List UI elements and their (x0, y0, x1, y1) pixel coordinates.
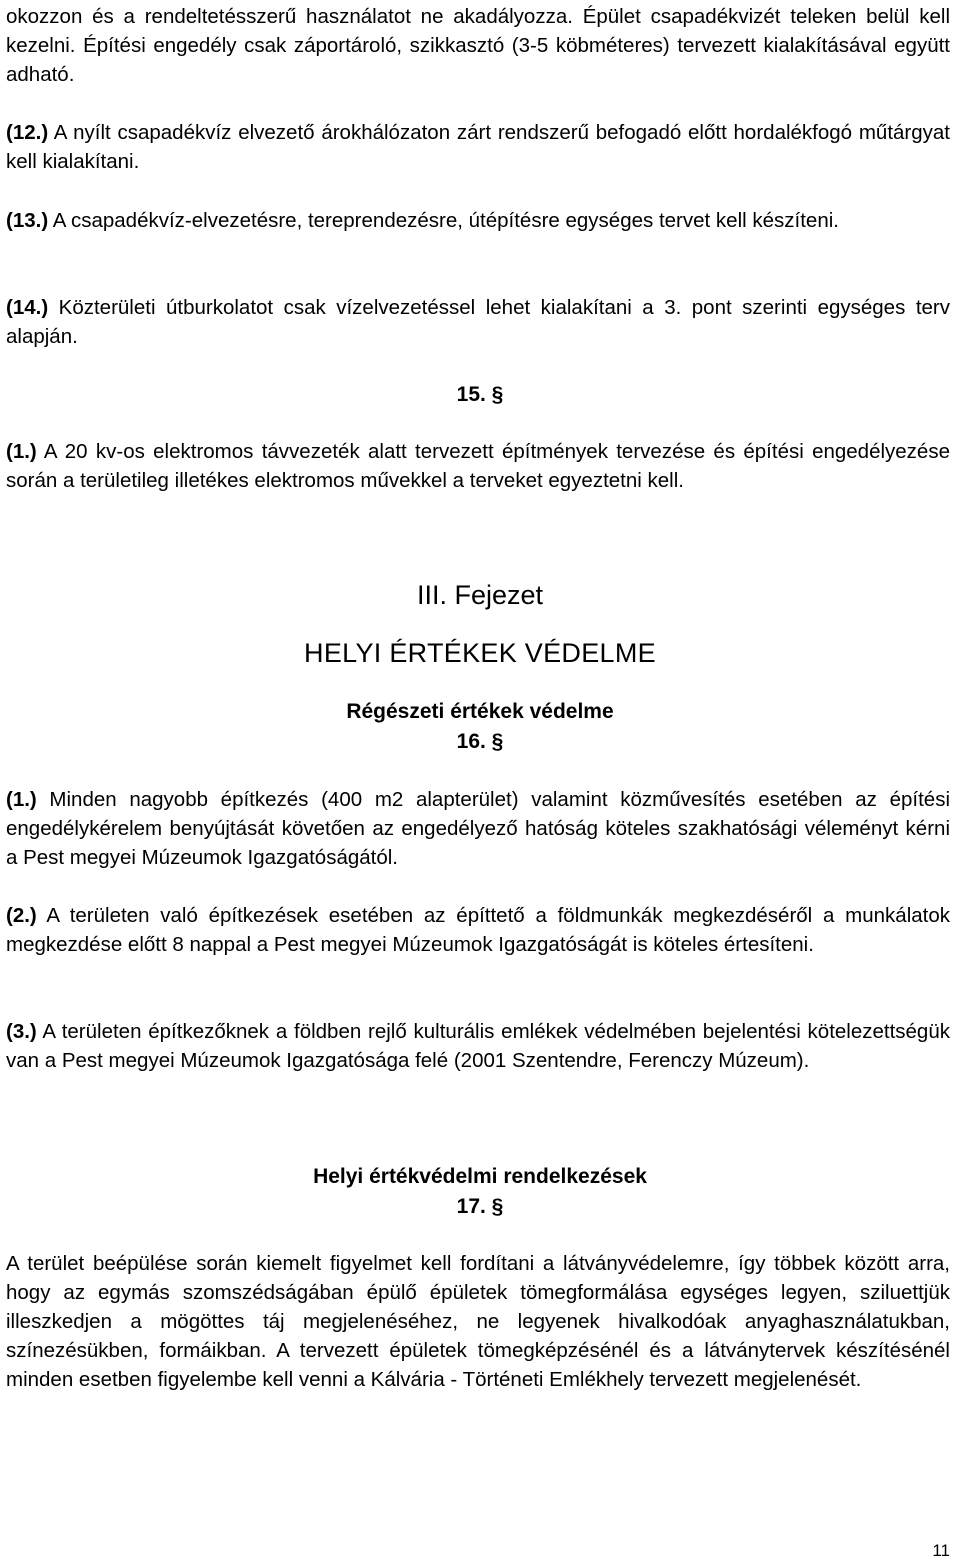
paragraph-number: (3.) (6, 1020, 37, 1043)
paragraph-number: (1.) (6, 440, 37, 463)
paragraph-number: (1.) (6, 788, 37, 811)
paragraph-number: (2.) (6, 904, 37, 927)
paragraph-16-1 (6, 785, 950, 872)
paragraph-text: A területen való építkezések esetében az építtető a földmunkák megkezdéséről a munkálatok megkezdése előtt 8 nappal a Pest megyei Múzeumok Igazgatóságát is köteles értesíteni. (6, 904, 950, 956)
chapter-title: HELYI ÉRTÉKEK VÉDELME (304, 638, 656, 668)
page-number: 11 (932, 1541, 950, 1560)
paragraph-17 (6, 1249, 950, 1394)
section-16-heading: 16. § (456, 730, 504, 753)
paragraph-13 (6, 206, 950, 235)
paragraph-number: (12.) (6, 121, 49, 144)
paragraph-15-1 (6, 437, 950, 495)
paragraph-16-3 (6, 1017, 950, 1075)
paragraph-14 (6, 293, 950, 351)
paragraph-text: A nyílt csapadékvíz elvezető árokhálózaton zárt rendszerű befogadó előtt hordalékfogó műtárgyat kell kialakítani. (6, 121, 950, 173)
paragraph-text: A terület beépülése során kiemelt figyelmet kell fordítani a látványvédelemre, így többek között arra, hogy az egymás szomszédságában épülő épületek tömegformálása egységes legyen, sziluettjük illeszkedjen a mögöttes táj megjelenéséhez, ne legyenek hivalkodóak anyaghasználatukban, színezésükben, formáikban. A tervezett épületek tömegképzésénél és a látványtervek készítésénél minden esetben figyelembe kell venni a Kálvária - Történeti Emlékhely tervezett megjelenését. (6, 1252, 950, 1391)
section-17-heading: 17. § (456, 1195, 504, 1218)
paragraph-text: Közterületi útburkolatot csak vízelvezetéssel lehet kialakítani a 3. pont szerinti egységes terv alapján. (6, 296, 950, 348)
paragraph-text: A területen építkezőknek a földben rejlő kulturális emlékek védelmében bejelentési kötelezettségük van a Pest megyei Múzeumok Igazgatósága felé (2001 Szentendre, Ferenczy Múzeum). (6, 1020, 950, 1072)
paragraph-number: (14.) (6, 296, 49, 319)
subtitle-local-values: Helyi értékvédelmi rendelkezések (313, 1165, 647, 1188)
paragraph-number: (13.) (6, 209, 49, 232)
paragraph-text: Minden nagyobb építkezés (400 m2 alapterület) valamint közművesítés esetében az építési engedélykérelem benyújtását követően az engedélyező hatóság köteles szakhatósági véleményt kérni a Pest megyei Múzeumok Igazgatóságától. (6, 788, 950, 869)
paragraph-text: okozzon és a rendeltetésszerű használatot ne akadályozza. Épület csapadékvizét teleken belül kell kezelni. Építési engedély csak záportároló, szikkasztó (3-5 köbméteres) tervezett kialakításával együtt adható. (6, 5, 950, 86)
paragraph-text: A csapadékvíz-elvezetésre, tereprendezésre, útépítésre egységes tervet kell készíteni. (48, 209, 839, 232)
paragraph-16-2 (6, 901, 950, 959)
section-15-heading: 15. § (456, 383, 504, 406)
chapter-heading: III. Fejezet (416, 580, 544, 610)
paragraph-12 (6, 118, 950, 176)
paragraph-continuation (6, 2, 950, 89)
paragraph-text: A 20 kv-os elektromos távvezeték alatt tervezett építmények tervezése és építési engedélyezése során a területileg illetékes elektromos művekkel a terveket egyeztetni kell. (6, 440, 950, 492)
subtitle-archaeological: Régészeti értékek védelme (346, 700, 614, 723)
